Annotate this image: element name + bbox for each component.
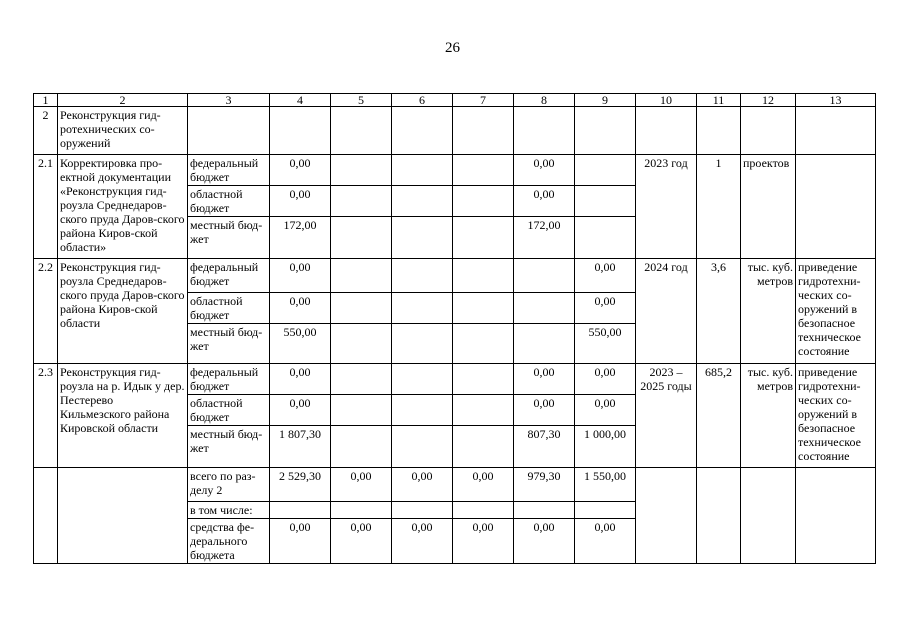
unit-cell: тыс. куб. метров bbox=[741, 364, 796, 468]
value-cell bbox=[331, 426, 392, 468]
section-number: 2 bbox=[34, 107, 58, 155]
column-number: 4 bbox=[270, 94, 331, 107]
section-title: Реконструкция гид-ротехнических со-оружений bbox=[58, 107, 188, 155]
item-number: 2.1 bbox=[34, 155, 58, 259]
column-number-row bbox=[34, 94, 876, 107]
column-number: 6 bbox=[392, 94, 453, 107]
period-cell: 2023 – 2025 годы bbox=[636, 364, 697, 468]
funding-source: федеральный бюджет bbox=[188, 259, 270, 293]
column-number: 7 bbox=[453, 94, 514, 107]
value-cell: 0,00 bbox=[392, 519, 453, 564]
value-cell: 0,00 bbox=[270, 259, 331, 293]
value-cell bbox=[575, 217, 636, 259]
value-cell bbox=[453, 324, 514, 364]
value-cell: 0,00 bbox=[270, 364, 331, 395]
value-cell: 172,00 bbox=[514, 217, 575, 259]
value-cell bbox=[392, 217, 453, 259]
value-cell: 2 529,30 bbox=[270, 468, 331, 502]
column-number: 3 bbox=[188, 94, 270, 107]
value-cell: 0,00 bbox=[392, 468, 453, 502]
value-cell: 0,00 bbox=[514, 155, 575, 186]
value-cell bbox=[331, 259, 392, 293]
value-cell bbox=[453, 259, 514, 293]
value-cell bbox=[453, 217, 514, 259]
result-cell: приведение гидротехни-ческих со-оружений в безопасное техническое состояние bbox=[796, 259, 876, 364]
value-cell: 979,30 bbox=[514, 468, 575, 502]
column-number: 12 bbox=[741, 94, 796, 107]
value-cell: 0,00 bbox=[453, 519, 514, 564]
including-label: в том числе: bbox=[188, 502, 270, 519]
unit-cell: проектов bbox=[741, 155, 796, 259]
funding-source: местный бюд-жет bbox=[188, 324, 270, 364]
value-cell: 0,00 bbox=[270, 186, 331, 217]
value-cell: 1 550,00 bbox=[575, 468, 636, 502]
unit-cell: тыс. куб. метров bbox=[741, 259, 796, 364]
value-cell bbox=[575, 155, 636, 186]
value-cell bbox=[331, 186, 392, 217]
column-number: 9 bbox=[575, 94, 636, 107]
value-cell: 0,00 bbox=[270, 519, 331, 564]
value-cell bbox=[453, 186, 514, 217]
section-row bbox=[34, 107, 876, 155]
result-cell bbox=[796, 155, 876, 259]
value-cell bbox=[392, 155, 453, 186]
item-number: 2.2 bbox=[34, 259, 58, 364]
total-label: всего по раз-делу 2 bbox=[188, 468, 270, 502]
table-row bbox=[34, 259, 876, 293]
item-name: Реконструкция гид-роузла Среднедаров-ского пруда Даров-ского района Киров-ской области bbox=[58, 259, 188, 364]
value-cell bbox=[575, 186, 636, 217]
column-number: 2 bbox=[58, 94, 188, 107]
value-cell bbox=[514, 259, 575, 293]
value-cell bbox=[514, 324, 575, 364]
value-cell bbox=[392, 259, 453, 293]
table-row bbox=[34, 155, 876, 186]
value-cell: 172,00 bbox=[270, 217, 331, 259]
funding-source: местный бюд-жет bbox=[188, 426, 270, 468]
quantity-cell: 1 bbox=[697, 155, 741, 259]
value-cell: 0,00 bbox=[270, 395, 331, 426]
value-cell: 0,00 bbox=[270, 155, 331, 186]
value-cell: 0,00 bbox=[514, 186, 575, 217]
value-cell bbox=[453, 155, 514, 186]
item-name: Корректировка про-ектной документации «Реконструкция гид-роузла Среднедаров-ского пруда Даров-ского района Киров-ской области» bbox=[58, 155, 188, 259]
value-cell bbox=[331, 324, 392, 364]
value-cell: 807,30 bbox=[514, 426, 575, 468]
value-cell: 0,00 bbox=[575, 259, 636, 293]
value-cell bbox=[331, 155, 392, 186]
column-number: 13 bbox=[796, 94, 876, 107]
value-cell: 1 000,00 bbox=[575, 426, 636, 468]
value-cell bbox=[392, 426, 453, 468]
value-cell: 0,00 bbox=[514, 395, 575, 426]
value-cell: 0,00 bbox=[331, 468, 392, 502]
value-cell bbox=[392, 293, 453, 324]
item-number: 2.3 bbox=[34, 364, 58, 468]
column-number: 11 bbox=[697, 94, 741, 107]
value-cell: 550,00 bbox=[270, 324, 331, 364]
item-name: Реконструкция гид-роузла на р. Идык у дер. Пестерево Кильмезского района Кировской области bbox=[58, 364, 188, 468]
value-cell: 0,00 bbox=[270, 293, 331, 324]
value-cell: 0,00 bbox=[575, 519, 636, 564]
value-cell bbox=[331, 364, 392, 395]
value-cell: 0,00 bbox=[514, 519, 575, 564]
value-cell: 0,00 bbox=[453, 468, 514, 502]
funding-source: федеральный бюджет bbox=[188, 155, 270, 186]
column-number: 10 bbox=[636, 94, 697, 107]
value-cell: 0,00 bbox=[575, 293, 636, 324]
budget-table bbox=[33, 93, 876, 564]
funding-source: федеральный бюджет bbox=[188, 364, 270, 395]
funding-source: областной бюджет bbox=[188, 395, 270, 426]
value-cell bbox=[392, 186, 453, 217]
column-number: 1 bbox=[34, 94, 58, 107]
quantity-cell: 685,2 bbox=[697, 364, 741, 468]
result-cell: приведение гидротехни-ческих со-оружений в безопасное техническое состояние bbox=[796, 364, 876, 468]
column-number: 5 bbox=[331, 94, 392, 107]
value-cell: 550,00 bbox=[575, 324, 636, 364]
value-cell bbox=[392, 324, 453, 364]
funding-source: местный бюд-жет bbox=[188, 217, 270, 259]
funding-source: областной бюджет bbox=[188, 186, 270, 217]
value-cell bbox=[331, 293, 392, 324]
value-cell bbox=[453, 364, 514, 395]
federal-label: средства фе-дерального бюджета bbox=[188, 519, 270, 564]
column-number: 8 bbox=[514, 94, 575, 107]
total-row bbox=[34, 468, 876, 502]
table-row bbox=[34, 364, 876, 395]
value-cell: 0,00 bbox=[575, 395, 636, 426]
value-cell: 0,00 bbox=[514, 364, 575, 395]
funding-source: областной бюджет bbox=[188, 293, 270, 324]
page-number: 26 bbox=[445, 40, 460, 56]
value-cell bbox=[453, 426, 514, 468]
period-cell: 2023 год bbox=[636, 155, 697, 259]
value-cell: 1 807,30 bbox=[270, 426, 331, 468]
value-cell bbox=[453, 395, 514, 426]
value-cell bbox=[453, 293, 514, 324]
value-cell bbox=[331, 217, 392, 259]
period-cell: 2024 год bbox=[636, 259, 697, 364]
value-cell: 0,00 bbox=[331, 519, 392, 564]
value-cell bbox=[392, 395, 453, 426]
value-cell bbox=[514, 293, 575, 324]
value-cell bbox=[331, 395, 392, 426]
value-cell: 0,00 bbox=[575, 364, 636, 395]
quantity-cell: 3,6 bbox=[697, 259, 741, 364]
value-cell bbox=[392, 364, 453, 395]
